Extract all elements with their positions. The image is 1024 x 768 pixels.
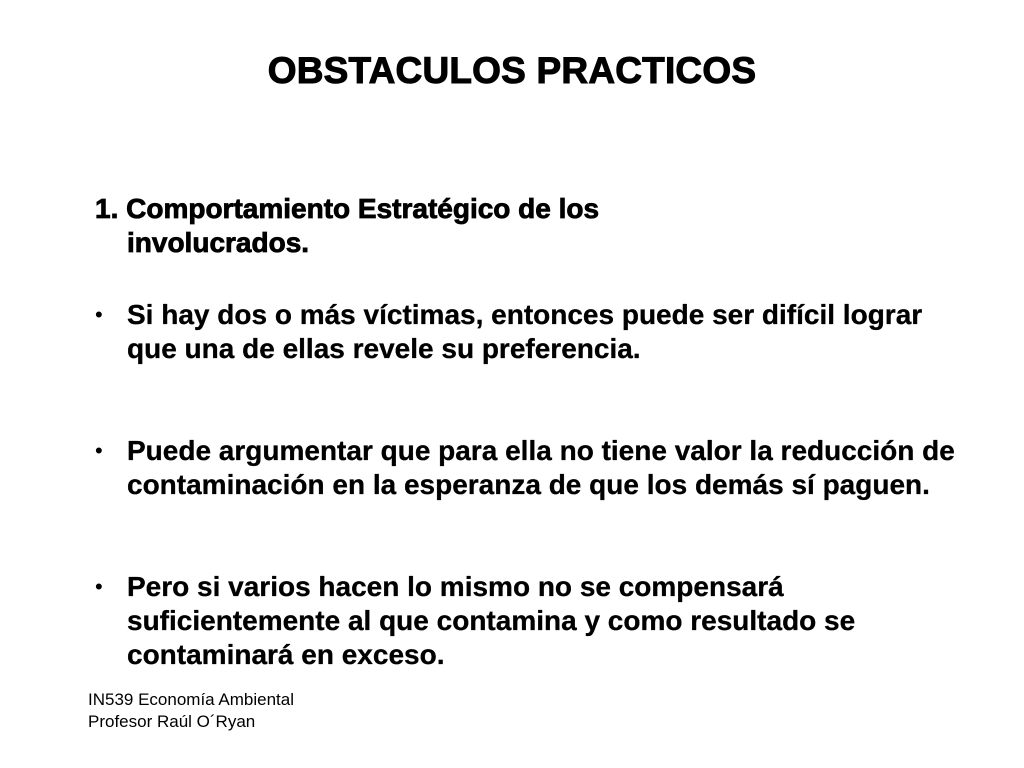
footer-professor: Profesor Raúl O´Ryan bbox=[88, 712, 256, 731]
numbered-item-line1: 1. Comportamiento Estratégico de los bbox=[95, 193, 600, 224]
numbered-item bbox=[95, 192, 815, 260]
bullet-item bbox=[95, 434, 955, 502]
numbered-item-line2: involucrados. bbox=[127, 227, 310, 258]
bullet-text: Pero si varios hacen lo mismo no se compensará suficientemente al que contamina y como resultado se contaminará en exceso. bbox=[127, 571, 856, 670]
bullet-icon: • bbox=[95, 574, 103, 599]
footer-course: IN539 Economía Ambiental bbox=[88, 690, 295, 709]
bullet-item bbox=[95, 298, 955, 366]
bullet-text: Si hay dos o más víctimas, entonces puede ser difícil lograr que una de ellas revele su preferencia. bbox=[127, 299, 923, 364]
bullet-icon: • bbox=[95, 302, 103, 327]
bullet-text: Puede argumentar que para ella no tiene valor la reducción de contaminación en la esperanza de que los demás sí paguen. bbox=[127, 435, 955, 500]
bullet-item bbox=[95, 570, 955, 672]
slide-title: OBSTACULOS PRACTICOS bbox=[267, 50, 757, 91]
footer bbox=[88, 689, 294, 733]
bullet-icon: • bbox=[95, 438, 103, 463]
